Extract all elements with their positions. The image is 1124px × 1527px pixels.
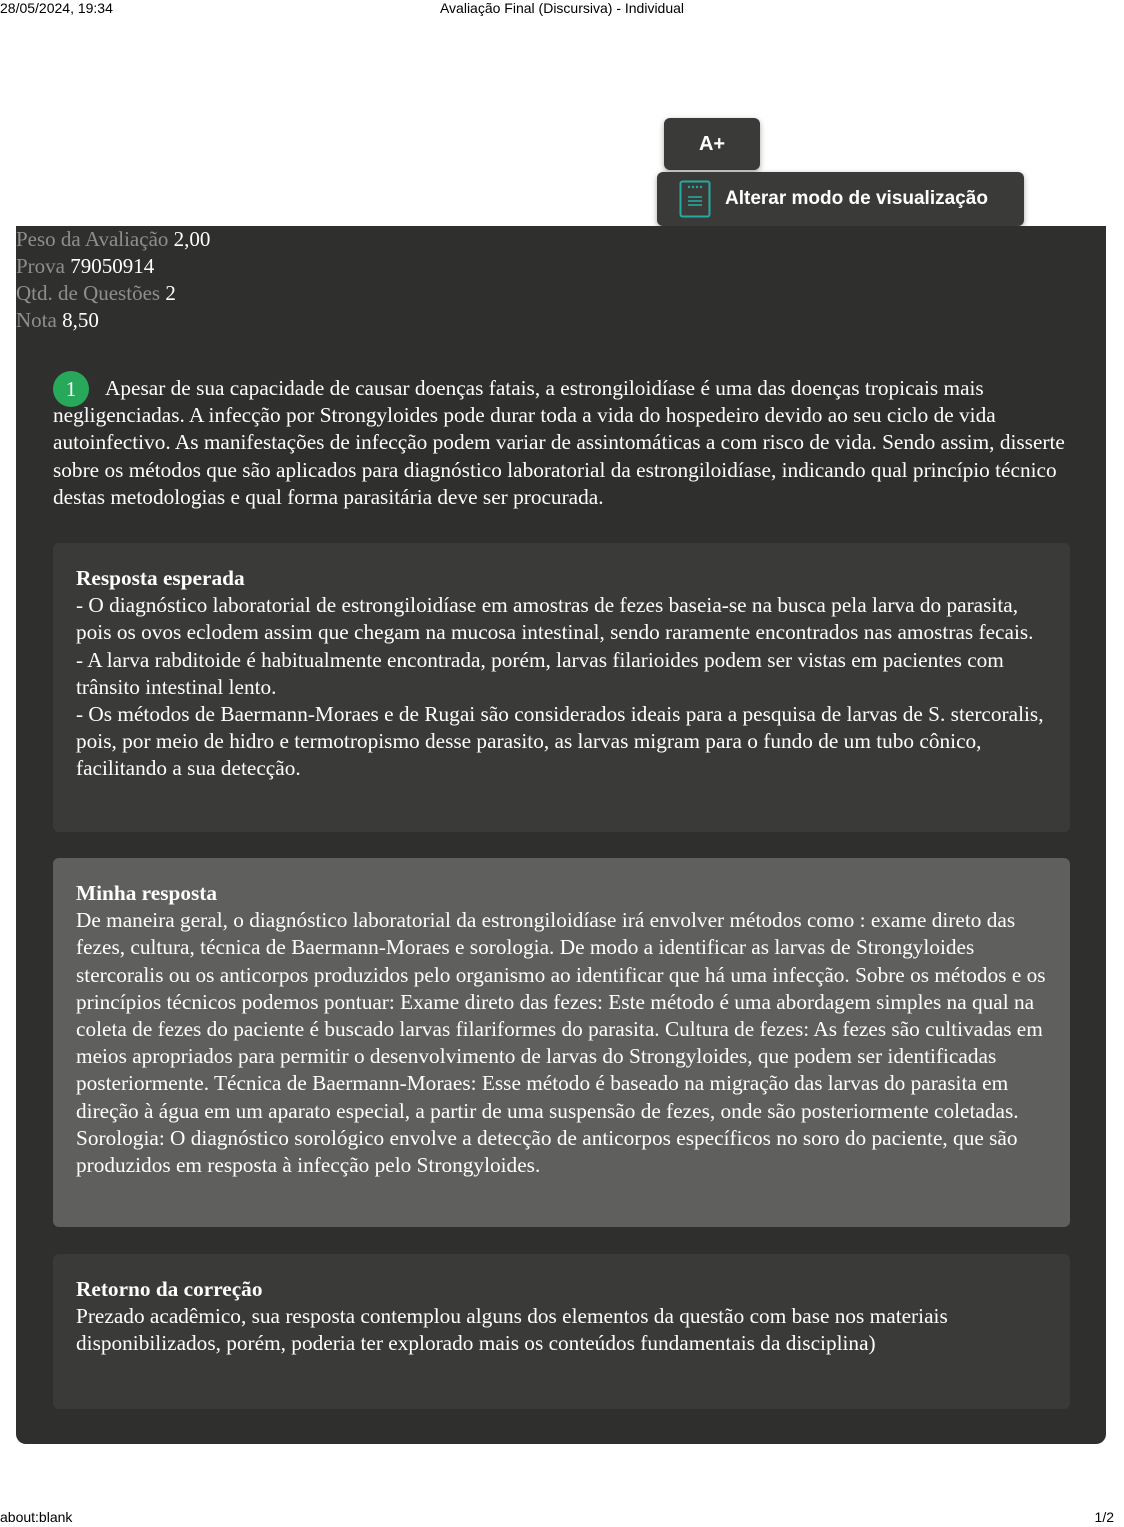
- font-increase-label: A+: [698, 132, 726, 155]
- expected-answer-line: - Os métodos de Baermann-Moraes e de Rugai são considerados ideais para a pesquisa de larvas de S. stercoralis, pois, por meio de hidro e termotropismo desse parasito, as larvas migram para o fundo de um tubo cônico, facilitando a sua detecção.: [76, 702, 1044, 781]
- info-questions-value: 2: [165, 281, 176, 305]
- info-questions: [16, 280, 1106, 307]
- info-exam-label: Prova: [16, 254, 65, 278]
- question-number-badge: 1: [53, 371, 89, 407]
- info-questions-label: Qtd. de Questões: [16, 281, 161, 305]
- info-grade: [16, 307, 1106, 334]
- print-page-number: 1/2: [1094, 1509, 1114, 1525]
- view-mode-button[interactable]: [657, 172, 1024, 226]
- expected-answer-box: [53, 543, 1070, 832]
- print-datetime: 28/05/2024, 19:34: [0, 0, 113, 16]
- print-header: [0, 0, 1124, 18]
- expected-answer-line: - O diagnóstico laboratorial de estrongiloidíase em amostras de fezes baseia-se na busca pela larva do parasita, pois os ovos eclodem assim que chegam na mucosa intestinal, sendo raramente encontrados nas amostras fecais.: [76, 593, 1034, 645]
- my-answer-text: De maneira geral, o diagnóstico laboratorial da estrongiloidíase irá envolver métodos como : exame direto das fezes, cultura, técnica de Baermann-Moraes e sorologia. De modo a identificar as larvas de Strongyloides stercoralis ou os anticorpos produzidos pelo organismo ao identificar que há uma infecção. Sobre os métodos e os princípios técnicos podemos pontuar: Exame direto das fezes: Este método é uma abordagem simples na qual na coleta de fezes do paciente é buscado larvas filariformes do parasita. Cultura de fezes: As fezes são cultivadas em meios apropriados para permitir o desenvolvimento de larvas do Strongyloides, que podem ser identificadas posteriormente. Técnica de Baermann-Moraes: Esse método é baseado na migração das larvas do parasita em direção à água em um aparato especial, a partir de uma suspensão de fezes, onde são posteriormente coletadas. Sorologia: O diagnóstico sorológico envolve a detecção de anticorpos específicos no soro do paciente, que são produzidos em resposta à infecção pelo Strongyloides.: [76, 908, 1046, 1178]
- my-answer-title: Minha resposta: [76, 881, 218, 905]
- feedback-text: Prezado acadêmico, sua resposta contemplou alguns dos elementos da questão com base nos materiais disponibilizados, porém, poderia ter explorado mais os conteúdos fundamentais da disciplina): [76, 1304, 948, 1356]
- info-weight-label: Peso da Avaliação: [16, 227, 169, 251]
- print-footer: [0, 1509, 1124, 1527]
- document-icon: [679, 180, 711, 218]
- font-increase-button[interactable]: [664, 118, 760, 170]
- exam-info: [16, 226, 1106, 334]
- print-title: Avaliação Final (Discursiva) - Individual: [439, 0, 685, 16]
- view-mode-label: Alterar modo de visualização: [725, 188, 988, 209]
- info-grade-label: Nota: [16, 308, 57, 332]
- info-weight-value: 2,00: [173, 227, 211, 251]
- question-text: Apesar de sua capacidade de causar doenças fatais, a estrongiloidíase é uma das doenças tropicais mais negligenciadas. A infecção por Strongyloides pode durar toda a vida do hospedeiro devido ao seu ciclo de vida autoinfectivo. As manifestações de infecção podem variar de assintomáticas a com risco de vida. Sendo assim, disserte sobre os métodos que são aplicados para diagnóstico laboratorial da estrongiloidíase, indicando qual princípio técnico destas metodologias e qual forma parasitária deve ser procurada.: [53, 376, 1065, 509]
- expected-answer-line: - A larva rabditoide é habitualmente encontrada, porém, larvas filarioides podem ser vistas em pacientes com trânsito intestinal lento.: [76, 647, 1004, 699]
- my-answer-box: [53, 858, 1070, 1227]
- print-url: about:blank: [0, 1509, 73, 1525]
- question-card: [16, 334, 1106, 1444]
- info-exam-value: 79050914: [70, 254, 155, 278]
- info-weight: [16, 226, 1106, 253]
- expected-answer-title: Resposta esperada: [76, 566, 245, 590]
- feedback-box: [53, 1254, 1070, 1409]
- feedback-title: Retorno da correção: [76, 1277, 263, 1301]
- info-exam: [16, 253, 1106, 280]
- info-grade-value: 8,50: [62, 308, 99, 332]
